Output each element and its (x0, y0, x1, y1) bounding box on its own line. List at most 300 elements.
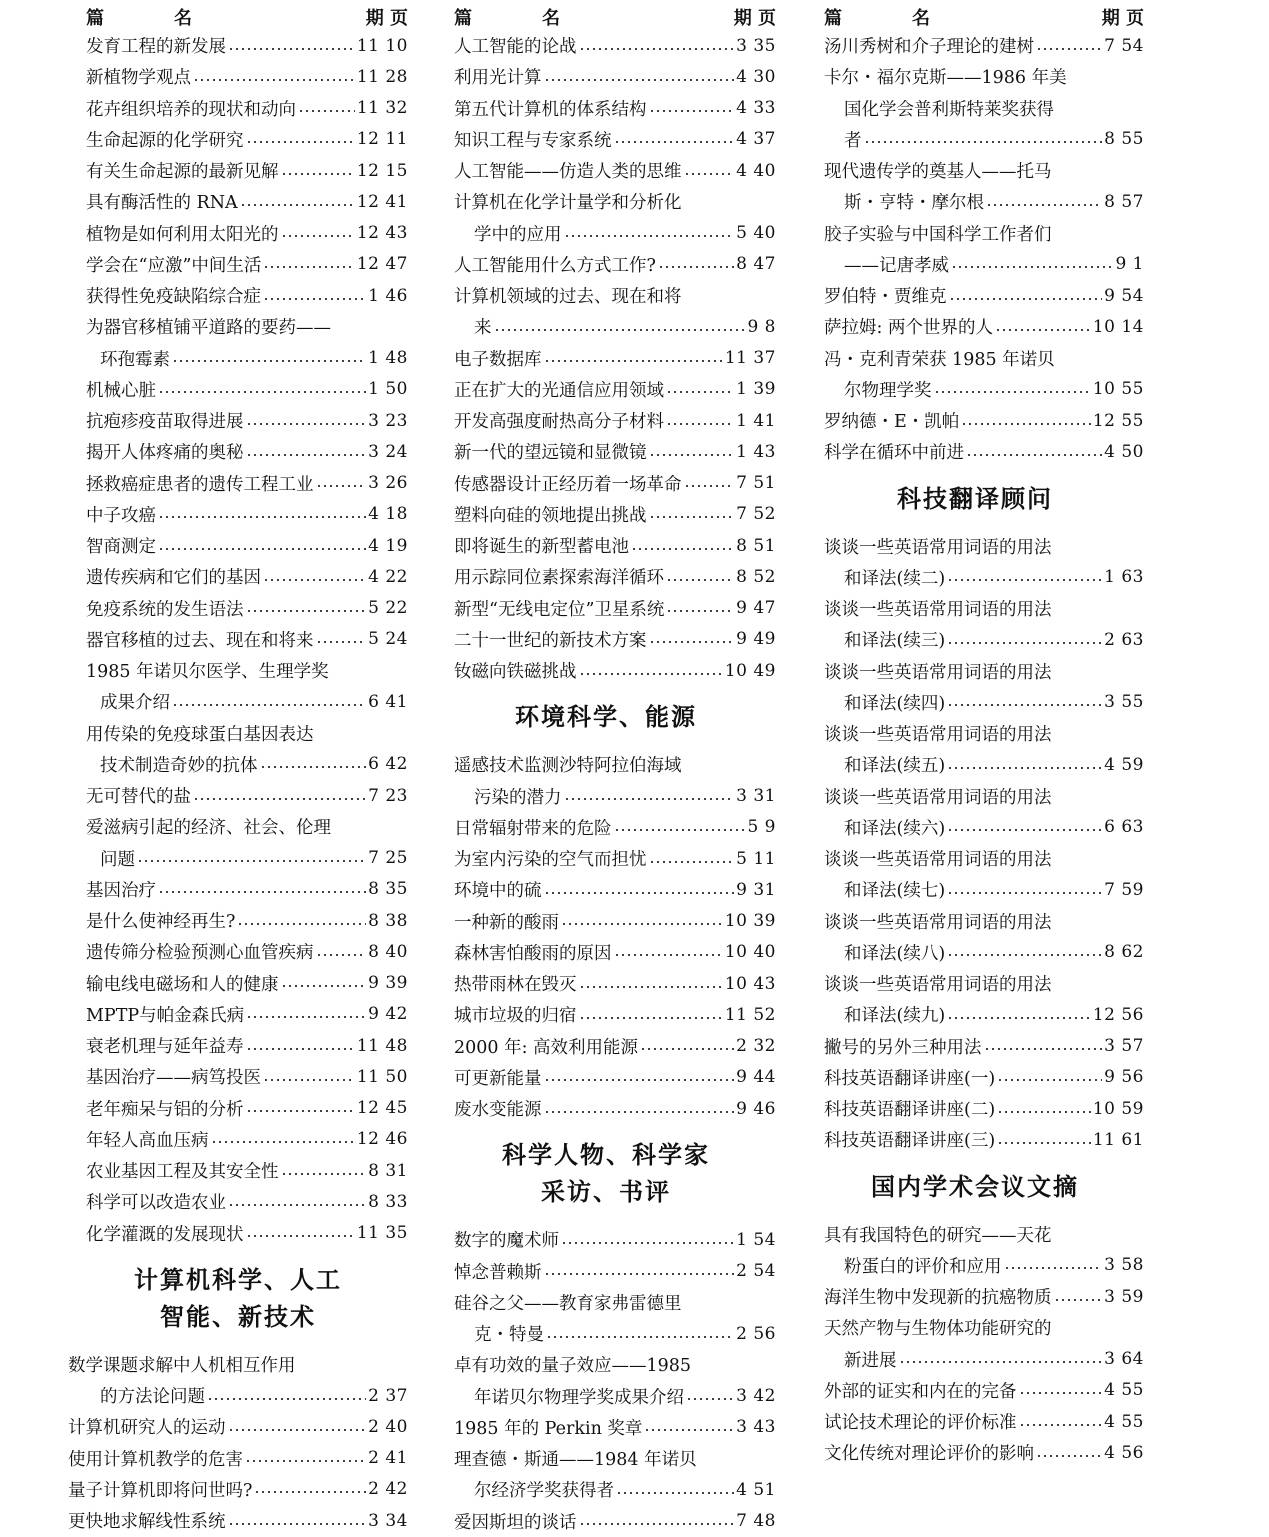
entry-title: 撇号的另外三种用法 (824, 1037, 982, 1058)
dot-leader (947, 579, 1102, 581)
entry-title: 悼念普赖斯 (454, 1262, 542, 1283)
toc-entry-line (454, 1443, 776, 1474)
section-heading (806, 480, 1144, 517)
issue-page-ref: 2 41 (368, 1448, 408, 1468)
toc-entry (86, 1218, 408, 1249)
dot-leader (666, 610, 734, 612)
issue-page-ref: 7 59 (1104, 879, 1144, 900)
toc-entry (844, 812, 1144, 843)
entry-title: ——记唐孝威 (844, 255, 949, 276)
toc-entry-line (824, 593, 1144, 624)
issue-page-ref: 9 56 (1104, 1067, 1144, 1088)
issue-page-ref: 12 56 (1092, 1004, 1144, 1025)
toc-entry (454, 561, 776, 592)
toc-entry-line (824, 218, 1144, 249)
toc-entry (68, 1474, 408, 1505)
entry-title: 人工智能的论战 (454, 37, 577, 57)
toc-entry (86, 124, 408, 155)
entry-title: 和译法(续四) (844, 693, 946, 714)
dot-leader (193, 798, 366, 800)
toc-entry (824, 1093, 1144, 1124)
toc-entry (454, 499, 776, 530)
issue-page-ref: 4 55 (1104, 1380, 1144, 1401)
issue-page-ref: 2 32 (736, 1036, 776, 1056)
entry-title: 年诺贝尔物理学奖成果介绍 (474, 1387, 684, 1408)
dot-leader (246, 1235, 355, 1237)
toc-entry (454, 1062, 776, 1093)
toc-entry (68, 1411, 408, 1442)
issue-page-ref: 7 51 (736, 473, 776, 493)
issue-page-ref: 1 41 (736, 410, 776, 431)
entry-title: 智商测定 (86, 537, 156, 557)
issue-page-ref: 12 46 (356, 1129, 408, 1150)
toc-entry-line (824, 656, 1144, 687)
dot-leader (947, 767, 1102, 769)
entry-title: 农业基因工程及其安全性 (86, 1162, 279, 1182)
entry-title: 年轻人高血压病 (86, 1130, 209, 1151)
entry-title: 爱因斯坦的谈话 (454, 1512, 577, 1533)
entry-title: 现代遗传学的奠基人——托马 (824, 162, 1052, 182)
dot-leader (614, 954, 723, 956)
issue-page-ref: 4 30 (736, 66, 776, 87)
dot-leader (1019, 1392, 1103, 1394)
entry-title: 新一代的望远镜和显微镜 (454, 443, 647, 464)
toc-entry (844, 249, 1144, 280)
dot-leader (281, 985, 367, 987)
dot-leader (281, 235, 355, 237)
issue-page-ref: 9 49 (736, 629, 776, 650)
dot-leader (137, 860, 366, 862)
entry-title: 生命起源的化学研究 (86, 130, 244, 151)
dot-leader (246, 610, 367, 612)
toc-entry (454, 624, 776, 655)
toc-entry (474, 311, 776, 342)
issue-page-ref: 8 57 (1104, 191, 1144, 212)
dot-leader (193, 79, 355, 81)
dot-leader (544, 360, 723, 362)
entry-title: 问题 (100, 849, 135, 870)
issue-page-ref: 11 35 (356, 1223, 408, 1243)
dot-leader (579, 986, 723, 988)
entry-title: 谈谈一些英语常用词语的用法 (824, 850, 1052, 870)
entry-title: 二十一世纪的新技术方案 (454, 630, 647, 651)
issue-page-ref: 10 49 (724, 660, 776, 681)
toc-entry (454, 593, 776, 624)
entry-title: 粉蛋白的评价和应用 (844, 1256, 1002, 1277)
dot-leader (579, 673, 723, 675)
issue-page-ref: 12 55 (1092, 410, 1144, 431)
entry-title: 冯・克利青荣获 1985 年诺贝 (824, 349, 1055, 370)
entry-title: 无可替代的盐 (86, 787, 191, 807)
entry-title: 使用计算机教学的危害 (68, 1449, 243, 1470)
entry-title: 遥感技术监测沙特阿拉伯海域 (454, 756, 682, 777)
toc-entry (824, 1124, 1144, 1155)
entry-title: 学中的应用 (474, 224, 562, 245)
issue-page-ref: 8 47 (736, 254, 776, 275)
entry-title: 成果介绍 (100, 693, 170, 714)
issue-page-ref: 4 55 (1104, 1411, 1144, 1432)
toc-entry (844, 937, 1144, 968)
toc-entry (86, 1061, 408, 1092)
dot-leader (172, 360, 366, 362)
issue-page-ref: 12 15 (356, 160, 408, 181)
toc-entry (454, 1093, 776, 1124)
toc-entry (86, 1155, 408, 1186)
entry-title: 科技英语翻译讲座(二) (824, 1100, 996, 1120)
entry-title: 第五代计算机的体系结构 (454, 99, 647, 120)
dot-leader (1036, 48, 1102, 50)
issue-page-ref: 10 55 (1092, 379, 1144, 400)
header-name-label: 名 (174, 8, 192, 29)
section-heading (68, 1261, 408, 1335)
toc-entry (86, 1030, 408, 1061)
issue-page-ref: 2 40 (368, 1416, 408, 1437)
toc-entry-line (454, 1287, 776, 1318)
entry-title: 钕磁向铁磁挑战 (454, 662, 577, 682)
toc-entry (86, 593, 408, 624)
toc-entry (86, 780, 408, 811)
dot-leader (631, 548, 734, 550)
dot-leader (158, 891, 366, 893)
toc-entry (824, 30, 1144, 61)
toc-entry (454, 812, 776, 843)
issue-page-ref: 12 43 (356, 223, 408, 243)
issue-page-ref: 10 59 (1092, 1098, 1144, 1119)
issue-page-ref: 11 28 (356, 66, 408, 87)
header-issue-page-label: 期 页 (365, 8, 408, 29)
issue-page-ref: 7 52 (736, 504, 776, 525)
header-issue-page-label: 期 页 (1101, 8, 1144, 29)
issue-page-ref: 4 59 (1104, 754, 1144, 775)
dot-leader (614, 141, 735, 143)
entry-title: 和译法(续九) (844, 1006, 946, 1027)
issue-page-ref: 4 51 (736, 1479, 776, 1500)
entry-title: 化学灌溉的发展现状 (86, 1224, 244, 1245)
issue-page-ref: 8 38 (368, 910, 408, 931)
dot-leader (649, 641, 735, 643)
issue-page-ref: 3 55 (1104, 692, 1144, 713)
toc-entry (86, 999, 408, 1030)
dot-leader (228, 1429, 367, 1431)
section-heading-line: 计算机科学、人工 (134, 1264, 342, 1294)
entry-title: 和译法(续二) (844, 568, 946, 589)
toc-entry (844, 749, 1144, 780)
entry-title: 器官移植的过去、现在和将来 (86, 630, 314, 651)
entry-title: 一种新的酸雨 (454, 912, 559, 933)
dot-leader (544, 1111, 735, 1113)
toc-entry (454, 843, 776, 874)
entry-title: 日常辐射带来的危险 (454, 818, 612, 839)
dot-leader (947, 1017, 1091, 1019)
toc-entry (86, 249, 408, 280)
dot-leader (246, 423, 367, 425)
dot-leader (986, 204, 1102, 206)
issue-page-ref: 10 43 (724, 973, 776, 994)
entry-title: 和译法(续八) (844, 943, 946, 964)
entry-title: 国化学会普利斯特莱奖获得 (844, 99, 1054, 120)
toc-entry-line (824, 1312, 1144, 1343)
dot-leader (246, 1048, 355, 1050)
issue-page-ref: 1 43 (736, 441, 776, 462)
dot-leader (947, 642, 1102, 644)
dot-leader (246, 141, 355, 143)
entry-title: 和译法(续七) (844, 881, 946, 902)
toc-entry-line (86, 311, 408, 342)
dot-leader (649, 454, 735, 456)
entry-title: 具有酶活性的 RNA (86, 193, 238, 214)
dot-leader (997, 1079, 1102, 1081)
toc-entry (454, 93, 776, 124)
entry-title: 可更新能量 (454, 1068, 542, 1089)
issue-page-ref: 3 26 (368, 473, 408, 493)
entry-title: 塑料向硅的领地提出挑战 (454, 505, 647, 526)
issue-page-ref: 3 31 (736, 786, 776, 806)
issue-page-ref: 3 34 (368, 1510, 408, 1531)
entry-title: 废水变能源 (454, 1100, 542, 1120)
entry-title: 知识工程与专家系统 (454, 130, 612, 151)
toc-entry (824, 280, 1144, 311)
entry-title: 污染的潜力 (474, 787, 562, 808)
dot-leader (561, 1242, 734, 1244)
dot-leader (899, 1361, 1103, 1363)
dot-leader (934, 391, 1091, 393)
toc-entry (454, 468, 776, 499)
entry-title: 谈谈一些英语常用词语的用法 (824, 975, 1052, 995)
dot-leader (228, 48, 355, 50)
toc-entry-line (454, 749, 776, 780)
dot-leader (640, 1048, 734, 1050)
issue-page-ref: 4 33 (736, 98, 776, 118)
toc-entry (824, 436, 1144, 467)
toc-entry (454, 999, 776, 1030)
toc-entry (86, 30, 408, 61)
toc-entry (454, 937, 776, 968)
issue-page-ref: 1 63 (1104, 567, 1144, 588)
toc-entry (454, 906, 776, 937)
entry-title: 衰老机理与延年益寿 (86, 1037, 244, 1057)
toc-entry (844, 687, 1144, 718)
issue-page-ref: 12 45 (356, 1098, 408, 1118)
issue-page-ref: 5 24 (368, 629, 408, 650)
entry-title: 谈谈一些英语常用词语的用法 (824, 600, 1052, 620)
dot-leader (544, 1273, 735, 1275)
toc-entry-line (824, 531, 1144, 562)
toc-entry-line (454, 280, 776, 311)
entry-title: 谈谈一些英语常用词语的用法 (824, 725, 1052, 745)
issue-page-ref: 9 1 (1115, 254, 1144, 275)
issue-page-ref: 3 59 (1104, 1286, 1144, 1307)
issue-page-ref: 1 46 (368, 285, 408, 306)
entry-title: 谈谈一些英语常用词语的用法 (824, 912, 1052, 933)
toc-entry-line (86, 655, 408, 686)
issue-page-ref: 10 14 (1092, 316, 1144, 337)
toc-entry (454, 874, 776, 905)
issue-page-ref: 8 31 (368, 1160, 408, 1181)
issue-page-ref: 3 64 (1104, 1349, 1144, 1369)
issue-page-ref: 1 39 (736, 379, 776, 400)
issue-page-ref: 3 35 (736, 35, 776, 56)
toc-entry (474, 1318, 776, 1349)
issue-page-ref: 2 56 (736, 1323, 776, 1344)
entry-title: 即将诞生的新型蓄电池 (454, 537, 629, 557)
toc-entry (86, 1124, 408, 1155)
entry-title: 文化传统对理论评价的影响 (824, 1444, 1034, 1465)
toc-entry (454, 124, 776, 155)
header-name-label: 名 (912, 8, 930, 29)
toc-entry (844, 1344, 1144, 1375)
dot-leader (237, 923, 366, 925)
toc-entry (86, 405, 408, 436)
dot-leader (158, 548, 366, 550)
entry-title: 老年痴呆与铝的分析 (86, 1099, 244, 1120)
toc-entry-line (824, 843, 1144, 874)
dot-leader (1019, 1424, 1103, 1426)
dot-leader (947, 829, 1102, 831)
entry-title: 是什么使神经再生? (86, 912, 236, 932)
entry-title: 学会在“应激”中间生活 (86, 255, 262, 276)
dot-leader (951, 266, 1113, 268)
toc-entry (86, 530, 408, 561)
issue-page-ref: 5 22 (368, 598, 408, 618)
toc-entry (454, 155, 776, 186)
entry-title: 基因治疗——病笃投医 (86, 1068, 261, 1089)
header-issue-page-label: 期 页 (733, 8, 776, 29)
entry-title: 罗伯特・贾维克 (824, 287, 947, 307)
entry-title: 用示踪同位素探索海洋循环 (454, 568, 664, 589)
dot-leader (644, 1429, 734, 1431)
dot-leader (546, 1336, 734, 1338)
entry-title: 有关生命起源的最新见解 (86, 162, 279, 182)
entry-title: 新植物学观点 (86, 68, 191, 89)
dot-leader (1054, 1299, 1103, 1301)
toc-entry (824, 311, 1144, 342)
toc-entry-line (824, 155, 1144, 186)
issue-page-ref: 8 33 (368, 1191, 408, 1212)
entry-title: 传感器设计正经历着一场革命 (454, 474, 682, 495)
entry-title: 具有我国特色的研究——天花 (824, 1225, 1052, 1246)
issue-page-ref: 3 43 (736, 1417, 776, 1438)
issue-page-ref: 9 46 (736, 1098, 776, 1119)
toc-entry (86, 186, 408, 217)
issue-page-ref: 3 24 (368, 441, 408, 462)
toc-entry (844, 999, 1144, 1030)
entry-title: 机械心脏 (86, 380, 156, 401)
entry-title: 1985 年诺贝尔医学、生理学奖 (86, 662, 329, 682)
toc-entry (86, 93, 408, 124)
dot-leader (658, 266, 734, 268)
toc-entry (824, 405, 1144, 436)
dot-leader (666, 579, 734, 581)
dot-leader (228, 1204, 366, 1206)
toc-entry-line (824, 906, 1144, 937)
entry-title: 天然产物与生物体功能研究的 (824, 1319, 1052, 1340)
dot-leader (281, 173, 355, 175)
section-heading-line: 智能、新技术 (160, 1301, 316, 1331)
entry-title: 利用光计算 (454, 68, 542, 89)
issue-page-ref: 11 48 (356, 1035, 408, 1056)
dot-leader (997, 1142, 1091, 1144)
entry-title: 输电线电磁场和人的健康 (86, 974, 279, 995)
toc-entry (86, 624, 408, 655)
toc-entry (824, 1437, 1144, 1468)
dot-leader (211, 1141, 355, 1143)
dot-leader (1004, 1267, 1103, 1269)
issue-page-ref: 10 40 (724, 942, 776, 963)
entry-title: 尔物理学奖 (844, 380, 932, 401)
issue-page-ref: 3 58 (1104, 1255, 1144, 1276)
issue-page-ref: 3 57 (1104, 1036, 1144, 1056)
dot-leader (686, 1398, 734, 1400)
entry-title: MPTP与帕金森氏病 (86, 1005, 245, 1026)
toc-entry-line (86, 811, 408, 842)
dot-leader (158, 391, 366, 393)
dot-leader (947, 892, 1102, 894)
dot-leader (649, 861, 735, 863)
section-heading-line: 采访、书评 (541, 1177, 671, 1207)
toc-entry-line (824, 61, 1144, 92)
issue-page-ref: 8 62 (1104, 942, 1144, 963)
toc-entry (86, 561, 408, 592)
issue-page-ref: 4 18 (368, 504, 408, 525)
entry-title: 环境中的硫 (454, 881, 542, 902)
entry-title: 电子数据库 (454, 349, 542, 370)
dot-leader (263, 579, 366, 581)
toc-entry (100, 686, 408, 717)
dot-leader (263, 266, 354, 268)
dot-leader (1036, 1455, 1102, 1457)
issue-page-ref: 1 50 (368, 379, 408, 400)
entry-title: 用传染的免疫球蛋白基因表达 (86, 724, 314, 745)
dot-leader (281, 1173, 367, 1175)
toc-entry-line (824, 781, 1144, 812)
toc-entry (824, 1281, 1144, 1312)
dot-leader (649, 516, 735, 518)
dot-leader (564, 235, 735, 237)
toc-entry (824, 1062, 1144, 1093)
entry-title: 和译法(续三) (844, 631, 946, 652)
entry-title: 计算机在化学计量学和分析化 (454, 193, 682, 214)
toc-entry-line (824, 343, 1144, 374)
entry-title: 科技英语翻译讲座(一) (824, 1068, 996, 1089)
dot-leader (172, 704, 366, 706)
entry-title: 斯・亨特・摩尔根 (844, 193, 984, 214)
toc-entry (454, 436, 776, 467)
section-heading-line: 环境科学、能源 (515, 702, 697, 732)
dot-leader (579, 1523, 735, 1525)
toc-entry (844, 624, 1144, 655)
toc-entry (454, 30, 776, 61)
header-title-label: 篇 (86, 8, 104, 29)
dot-leader (579, 48, 735, 50)
toc-entry (844, 374, 1144, 405)
toc-entry (454, 249, 776, 280)
entry-title: 人工智能——仿造人类的思维 (454, 162, 682, 182)
dot-leader (263, 1079, 355, 1081)
toc-entry (100, 843, 408, 874)
toc-entry (86, 61, 408, 92)
issue-page-ref: 4 22 (368, 566, 408, 587)
issue-page-ref: 1 48 (368, 348, 408, 368)
dot-leader (684, 173, 735, 175)
issue-page-ref: 9 39 (368, 973, 408, 993)
dot-leader (316, 641, 367, 643)
dot-leader (544, 892, 735, 894)
toc-entry-line (454, 1349, 776, 1380)
entry-title: 开发高强度耐热高分子材料 (454, 412, 664, 432)
toc-entry-line (824, 718, 1144, 749)
issue-page-ref: 11 52 (724, 1004, 776, 1025)
toc-entry (86, 1093, 408, 1124)
